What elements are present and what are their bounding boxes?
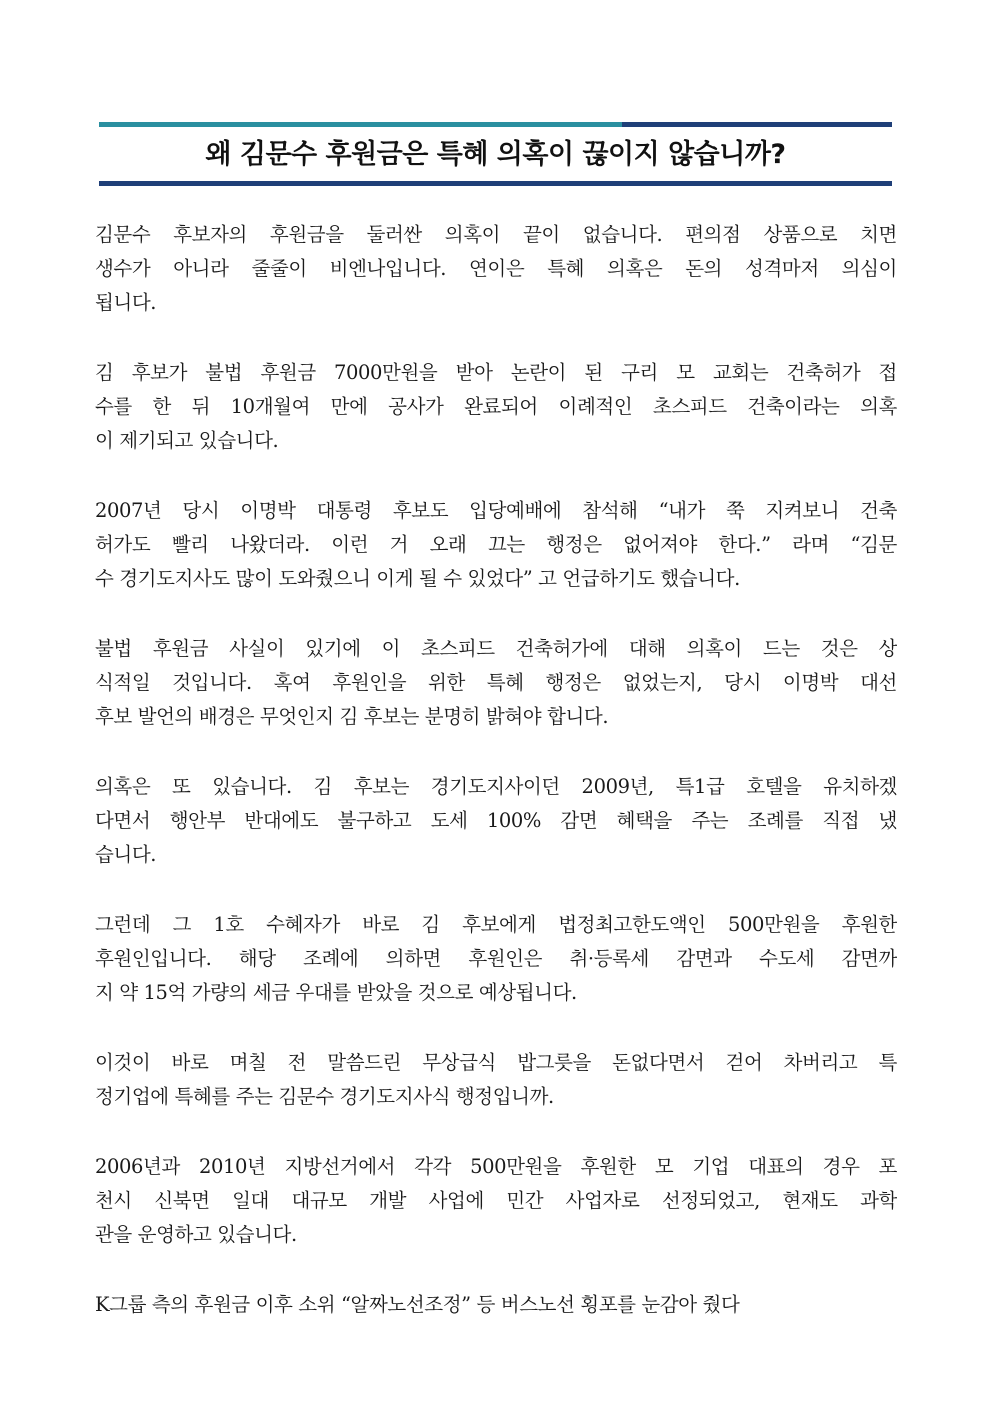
- paragraph-line: 허가도 빨리 나왔더라. 이런 거 오래 끄는 행정은 없어져야 한다.” 라며 “김문: [95, 533, 897, 556]
- paragraph-line: 생수가 아니라 줄줄이 비엔나입니다. 연이은 특혜 의혹은 돈의 성격마저 의심이: [95, 257, 897, 280]
- paragraph-line: 식적일 것입니다. 혹여 후원인을 위한 특혜 행정은 없었는지, 당시 이명박 대선: [95, 671, 897, 694]
- paragraph: [95, 1046, 897, 1114]
- paragraph-line: 후원인입니다. 해당 조례에 의하면 후원인은 취·등록세 감면과 수도세 감면까: [95, 947, 897, 970]
- title-top-rule-teal: [99, 122, 622, 127]
- document-title: 왜 김문수 후원금은 특혜 의혹이 끊이지 않습니까?: [205, 139, 786, 170]
- paragraph-line: K그룹 측의 후원금 이후 소위 “알짜노선조정” 등 버스노선 횡포를 눈감아 줬다: [95, 1293, 740, 1316]
- title-block: [99, 122, 892, 188]
- paragraph-line: 불법 후원금 사실이 있기에 이 초스피드 건축허가에 대해 의혹이 드는 것은 상: [95, 637, 897, 660]
- paragraph-line: 습니다.: [95, 843, 157, 866]
- body-text: [95, 218, 897, 1358]
- paragraph-line: 그런데 그 1호 수혜자가 바로 김 후보에게 법정최고한도액인 500만원을 후원한: [95, 913, 897, 936]
- title-bottom-rule: [99, 181, 892, 186]
- paragraph: [95, 1288, 897, 1322]
- paragraph: [95, 770, 897, 872]
- paragraph-line: 김 후보가 불법 후원금 7000만원을 받아 논란이 된 구리 모 교회는 건축허가 접: [95, 361, 897, 384]
- paragraph-line: 수를 한 뒤 10개월여 만에 공사가 완료되어 이례적인 초스피드 건축이라는 의혹: [95, 395, 897, 418]
- paragraph: [95, 632, 897, 734]
- paragraph-line: 관을 운영하고 있습니다.: [95, 1223, 297, 1246]
- paragraph-line: 천시 신북면 일대 대규모 개발 사업에 민간 사업자로 선정되었고, 현재도 과학: [95, 1189, 897, 1212]
- paragraph: [95, 356, 897, 458]
- paragraph-line: 다면서 행안부 반대에도 불구하고 도세 100% 감면 혜택을 주는 조례를 직접 냈: [95, 809, 897, 832]
- paragraph-line: 의혹은 또 있습니다. 김 후보는 경기도지사이던 2009년, 특1급 호텔을 유치하겠: [95, 775, 897, 798]
- paragraph: [95, 494, 897, 596]
- paragraph-line: 정기업에 특혜를 주는 김문수 경기도지사식 행정입니까.: [95, 1085, 554, 1108]
- paragraph: [95, 1150, 897, 1252]
- paragraph-line: 2006년과 2010년 지방선거에서 각각 500만원을 후원한 모 기업 대표의 경우 포: [95, 1155, 897, 1178]
- paragraph-line: 이 제기되고 있습니다.: [95, 429, 279, 452]
- paragraph-line: 김문수 후보자의 후원금을 둘러싼 의혹이 끝이 없습니다. 편의점 상품으로 치면: [95, 223, 897, 246]
- title-top-rule: [99, 122, 892, 127]
- paragraph-line: 이것이 바로 며칠 전 말씀드린 무상급식 밥그릇을 돈없다면서 걷어 차버리고 특: [95, 1051, 897, 1074]
- paragraph-line: 후보 발언의 배경은 무엇인지 김 후보는 분명히 밝혀야 합니다.: [95, 705, 609, 728]
- paragraph-line: 수 경기도지사도 많이 도와줬으니 이게 될 수 있었다” 고 언급하기도 했습니다.: [95, 567, 740, 590]
- paragraph: [95, 908, 897, 1010]
- title-bottom-rule-navy: [99, 181, 622, 186]
- title-top-rule-navy: [622, 122, 892, 127]
- paragraph-line: 됩니다.: [95, 291, 157, 314]
- paragraph: [95, 218, 897, 320]
- title-bottom-rule-navy-2: [622, 181, 892, 186]
- paragraph-line: 2007년 당시 이명박 대통령 후보도 입당예배에 참석해 “내가 쭉 지켜보니 건축: [95, 499, 897, 522]
- paragraph-line: 지 약 15억 가량의 세금 우대를 받았을 것으로 예상됩니다.: [95, 981, 577, 1004]
